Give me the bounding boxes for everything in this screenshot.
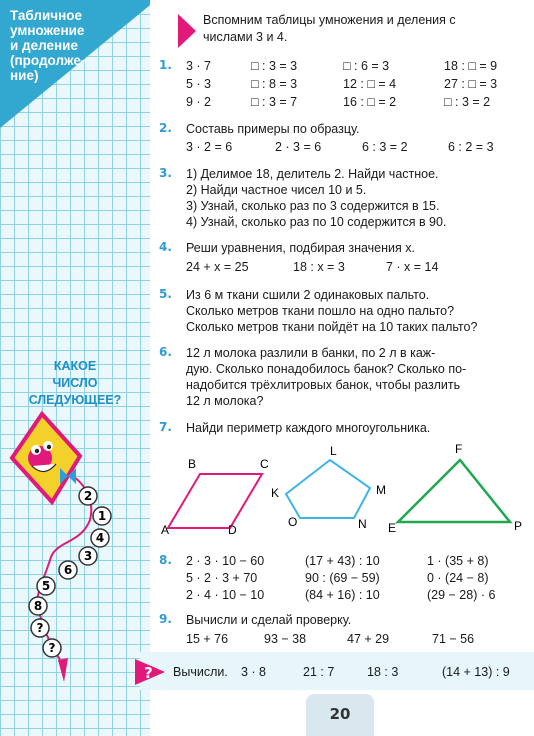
- topic-title-line: и деление: [10, 38, 78, 53]
- expression: 15 + 76: [186, 632, 229, 646]
- task-number: 5.: [159, 287, 172, 301]
- page-number: 20: [306, 694, 374, 736]
- vertex-label: C: [260, 457, 269, 471]
- equation: 18 : x = 3: [293, 260, 345, 274]
- expression: 47 + 29: [347, 632, 390, 646]
- tassel-icon: [58, 658, 68, 682]
- task-line: Сколько метров ткани пойдёт на 10 таких пальто?: [186, 320, 478, 334]
- task-line: Из 6 м ткани сшили 2 одинаковых пальто.: [186, 288, 430, 302]
- expression: (84 + 16) : 10: [305, 588, 380, 602]
- bonus-text: Вычисли.: [173, 665, 228, 679]
- vertex-label: L: [330, 444, 337, 458]
- task-line: 12 л молока?: [186, 394, 264, 408]
- task-text: [186, 345, 524, 409]
- vertex-label: P: [514, 519, 523, 533]
- sequence-number: 4: [95, 531, 105, 545]
- triangle-shape: [398, 460, 510, 522]
- expression: 1 · (35 + 8): [427, 554, 489, 568]
- expression: (29 − 28) · 6: [427, 588, 496, 602]
- question-badge-text: ?: [144, 664, 153, 682]
- task-line: 4) Узнай, сколько раз по 10 содержится в 90.: [186, 215, 447, 229]
- task-text: Реши уравнения, подбирая значения x.: [186, 241, 415, 255]
- expression: 6 : 2 = 3: [448, 140, 494, 154]
- task-number: 2.: [159, 121, 172, 135]
- task-text: [186, 287, 524, 335]
- vertex-label: D: [228, 523, 237, 537]
- vertex-label: N: [358, 517, 367, 531]
- expression: 93 − 38: [264, 632, 307, 646]
- task-line: Сколько метров ткани пошло на одно пальто?: [186, 304, 455, 318]
- lesson-title-line: числами 3 и 4.: [203, 30, 288, 44]
- expression: □ : 3 = 3: [251, 59, 298, 73]
- task-line: надобится трёхлитровых банок, чтобы разлить: [186, 378, 461, 392]
- sequence-number: 1: [97, 509, 107, 523]
- equation: 7 · x = 14: [386, 260, 439, 274]
- expression: (17 + 43) : 10: [305, 554, 380, 568]
- topic-title-line: умножение: [10, 23, 85, 38]
- equation: 24 + x = 25: [186, 260, 249, 274]
- task-number: 4.: [159, 240, 172, 254]
- expression: 3 · 8: [241, 665, 267, 679]
- teaser-heading: [14, 358, 136, 409]
- kite-illustration: [0, 410, 140, 690]
- vertex-label: A: [161, 523, 170, 537]
- task-number: 6.: [159, 345, 172, 359]
- task-text: [186, 166, 524, 230]
- bookmark-ribbon-icon: [178, 14, 196, 48]
- vertex-label: B: [188, 457, 197, 471]
- expression: 2 · 4 · 10 − 10: [186, 588, 265, 602]
- expression: 9 · 2: [186, 95, 212, 109]
- expression: 5 · 2 · 3 + 70: [186, 571, 258, 585]
- vertex-label: E: [388, 521, 397, 535]
- topic-title-line: (продолже-: [10, 53, 86, 68]
- expression: 12 : □ = 4: [343, 77, 397, 91]
- expression: 18 : □ = 9: [444, 59, 498, 73]
- sequence-number: 2: [83, 489, 93, 503]
- expression: 16 : □ = 2: [343, 95, 397, 109]
- lesson-title: [203, 12, 523, 46]
- rhombus-shape: [168, 474, 262, 528]
- expression: □ : 8 = 3: [251, 77, 298, 91]
- task-line: дую. Сколько понадобилось банок? Сколько по-: [186, 362, 467, 376]
- task-line: 12 л молока разлили в банки, по 2 л в каж-: [186, 346, 436, 360]
- teaser-line: СЛЕДУЮЩЕЕ?: [28, 393, 122, 407]
- sequence-number: 3: [83, 549, 93, 563]
- vertex-label: K: [271, 486, 280, 500]
- sequence-number: 6: [63, 563, 73, 577]
- task-line: 3) Узнай, сколько раз по 3 содержится в 15.: [186, 199, 440, 213]
- expression: 18 : 3: [367, 665, 399, 679]
- topic-title-line: Табличное: [10, 8, 83, 23]
- expression: 6 : 3 = 2: [362, 140, 408, 154]
- expression: □ : 3 = 7: [251, 95, 298, 109]
- expression: 2 · 3 = 6: [275, 140, 322, 154]
- expression: 3 · 7: [186, 59, 212, 73]
- expression: (14 + 13) : 9: [442, 665, 510, 679]
- sequence-number: 5: [41, 579, 51, 593]
- task-number: 3.: [159, 166, 172, 180]
- task-text: Вычисли и сделай проверку.: [186, 613, 352, 627]
- expression: 27 : □ = 3: [444, 77, 498, 91]
- task-text: Составь примеры по образцу.: [186, 122, 360, 136]
- expression: 0 · (24 − 8): [427, 571, 489, 585]
- sequence-question: ?: [48, 641, 56, 655]
- expression: 21 : 7: [303, 665, 335, 679]
- pentagon-shape: [286, 460, 370, 518]
- task-text: Найди периметр каждого многоугольника.: [186, 421, 431, 435]
- vertex-label: F: [455, 442, 463, 456]
- task-number: 8.: [159, 553, 172, 567]
- task-line: 1) Делимое 18, делитель 2. Найди частное.: [186, 167, 439, 181]
- task-number: 1.: [159, 58, 172, 72]
- task-number: 9.: [159, 612, 172, 626]
- expression: 90 : (69 − 59): [305, 571, 380, 585]
- expression: □ : 6 = 3: [343, 59, 390, 73]
- sequence-question: ?: [36, 621, 44, 635]
- vertex-label: O: [288, 515, 298, 529]
- question-badge-icon: [135, 659, 165, 685]
- expression: 5 · 3: [186, 77, 212, 91]
- teaser-line: ЧИСЛО: [52, 376, 98, 390]
- polygons-figure: [158, 438, 528, 538]
- topic-title: [10, 8, 118, 83]
- lesson-title-line: Вспомним таблицы умножения и деления с: [203, 13, 456, 27]
- task-number: 7.: [159, 420, 172, 434]
- teaser-line: КАКОЕ: [53, 359, 97, 373]
- expression: 3 · 2 = 6: [186, 140, 233, 154]
- expression: 71 − 56: [432, 632, 475, 646]
- task-line: 2) Найди частное чисел 10 и 5.: [186, 183, 367, 197]
- topic-title-line: ние): [10, 68, 39, 83]
- sequence-number: 8: [33, 599, 43, 613]
- expression: □ : 3 = 2: [444, 95, 491, 109]
- vertex-label: M: [376, 483, 386, 497]
- expression: 2 · 3 · 10 − 60: [186, 554, 265, 568]
